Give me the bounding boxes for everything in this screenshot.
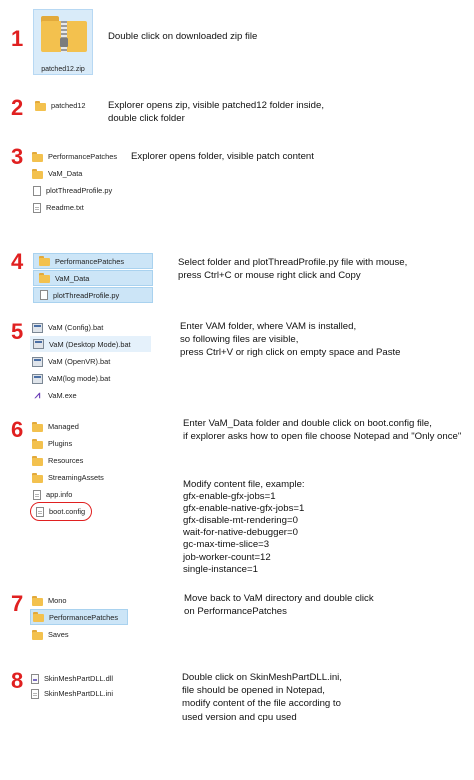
- step-5-instruction: Enter VAM folder, where VAM is installed, so following files are visible, press Ctrl+V or righ click on empty space and Paste: [180, 321, 401, 359]
- example-heading: Modify content file, example:: [183, 479, 305, 490]
- file-name: Saves: [48, 630, 69, 639]
- file-name: VaM_Data: [55, 273, 90, 283]
- config-line: single-instance=1: [183, 563, 258, 575]
- file-name: PerformancePatches: [55, 256, 125, 266]
- folder-icon: [33, 612, 44, 622]
- folder-icon: [32, 439, 43, 449]
- step-4-instruction: Select folder and plotThreadProfile.py file with mouse, press Ctrl+C or mouse right click and Copy: [178, 257, 408, 282]
- file-name: VaM (Desktop Mode).bat: [49, 339, 131, 349]
- step-number-1: 1: [11, 26, 24, 51]
- file-name: plotThreadProfile.py: [53, 290, 120, 300]
- file-name: Resources: [48, 456, 84, 465]
- file-name: VaM_Data: [48, 169, 83, 178]
- folder-row-performancepatches[interactable]: [32, 149, 117, 164]
- folder-icon: [39, 256, 50, 266]
- file-name: PerformancePatches: [48, 152, 118, 161]
- batch-file-icon: [32, 374, 43, 384]
- batch-file-icon: [32, 357, 43, 367]
- file-icon: [40, 290, 48, 300]
- step-1-instruction: Double click on downloaded zip file: [108, 31, 258, 42]
- file-row-vam-desktop-mode-bat[interactable]: [30, 336, 151, 352]
- step-2-instruction: Explorer opens zip, visible patched12 folder inside, double click folder: [108, 100, 324, 125]
- selected-row-performancepatches[interactable]: [33, 253, 153, 269]
- folder-row-plugins[interactable]: [32, 436, 72, 451]
- step-number-8: 8: [11, 668, 24, 693]
- folder-row-mono[interactable]: [32, 593, 67, 608]
- file-name: Readme.txt: [46, 203, 84, 212]
- file-row-boot-config[interactable]: [30, 502, 92, 521]
- zip-file-label: patched12.zip: [41, 66, 85, 73]
- dll-file-icon: [31, 674, 39, 684]
- file-row-vam-config-bat[interactable]: [32, 320, 103, 335]
- file-name: Mono: [48, 596, 67, 605]
- config-line: gc-max-time-slice=3: [183, 539, 270, 551]
- folder-row-saves[interactable]: [32, 627, 69, 642]
- file-name: plotThreadProfile.py: [46, 186, 113, 195]
- step-number-4: 4: [11, 249, 24, 274]
- folder-row-managed[interactable]: [32, 419, 79, 434]
- config-line: gfx-enable-gfx-jobs=1: [183, 491, 276, 503]
- file-row-skinmeshpartdll-dll[interactable]: [30, 671, 113, 686]
- folder-icon: [32, 422, 43, 432]
- file-row-vam-openvr-bat[interactable]: [32, 354, 110, 369]
- folder-icon: [35, 101, 46, 111]
- folder-icon: [32, 456, 43, 466]
- file-row-vam-exe[interactable]: [32, 388, 77, 403]
- file-name: SkinMeshPartDLL.ini: [44, 689, 114, 698]
- config-line: wait-for-native-debugger=0: [183, 527, 298, 539]
- folder-icon: [32, 473, 43, 483]
- file-name: VaM (OpenVR).bat: [48, 357, 111, 366]
- step-number-5: 5: [11, 319, 24, 344]
- folder-icon: [32, 152, 43, 162]
- file-name: app.info: [46, 490, 73, 499]
- folder-row-streamingassets[interactable]: [32, 470, 104, 485]
- ini-file-icon: [31, 689, 39, 699]
- file-name: boot.config: [49, 507, 86, 516]
- file-icon: [36, 507, 44, 517]
- file-name: Managed: [48, 422, 79, 431]
- file-row-readme[interactable]: [32, 200, 84, 215]
- batch-file-icon: [33, 339, 44, 349]
- folder-icon: [32, 630, 43, 640]
- file-icon: [33, 490, 41, 500]
- selected-row-plotthreadprofile[interactable]: [33, 287, 153, 303]
- step-number-6: 6: [11, 417, 24, 442]
- vam-exe-icon: ⩘: [34, 389, 41, 401]
- config-line: gfx-enable-native-gfx-jobs=1: [183, 503, 305, 515]
- file-row-vam-log-mode-bat[interactable]: [32, 371, 110, 386]
- folder-icon: [32, 169, 43, 179]
- text-file-icon: [33, 203, 41, 213]
- file-name: StreamingAssets: [48, 473, 104, 482]
- file-name: patched12: [51, 101, 86, 110]
- file-icon: [33, 186, 41, 196]
- step-7-instruction: Move back to VaM directory and double click on PerformancePatches: [184, 593, 374, 618]
- batch-file-icon: [32, 323, 43, 333]
- file-row-plotthreadprofile[interactable]: [32, 183, 112, 198]
- folder-row-patched12[interactable]: [35, 98, 86, 113]
- zip-file-tile[interactable]: [33, 9, 93, 75]
- config-line: gfx-disable-mt-rendering=0: [183, 515, 298, 527]
- file-name: VaM.exe: [48, 391, 77, 400]
- file-name: PerformancePatches: [49, 612, 119, 622]
- boot-config-example: [183, 479, 305, 576]
- step-3-instruction: Explorer opens folder, visible patch content: [131, 151, 314, 162]
- step-number-7: 7: [11, 591, 24, 616]
- selected-row-vam-data[interactable]: [33, 270, 153, 286]
- file-row-app-info[interactable]: [32, 487, 72, 502]
- file-name: VaM(log mode).bat: [48, 374, 111, 383]
- step-8-instruction: Double click on SkinMeshPartDLL.ini, file should be opened in Notepad, modify content of the file according to used version and cpu used: [182, 672, 342, 723]
- file-name: SkinMeshPartDLL.dll: [44, 674, 114, 683]
- folder-icon: [39, 273, 50, 283]
- step-6-instruction: Enter VaM_Data folder and double click on boot.config file, if explorer asks how to open file choose Notepad and "Only once": [183, 418, 462, 443]
- file-name: Plugins: [48, 439, 73, 448]
- folder-row-performancepatches-selected[interactable]: [30, 609, 128, 625]
- folder-icon: [32, 596, 43, 606]
- step-number-2: 2: [11, 95, 24, 120]
- step-number-3: 3: [11, 144, 24, 169]
- zip-folder-icon: [41, 16, 87, 52]
- file-name: VaM (Config).bat: [48, 323, 104, 332]
- file-row-skinmeshpartdll-ini[interactable]: [30, 686, 113, 701]
- config-line: job-worker-count=12: [183, 551, 271, 563]
- folder-row-resources[interactable]: [32, 453, 83, 468]
- folder-row-vam-data[interactable]: [32, 166, 82, 181]
